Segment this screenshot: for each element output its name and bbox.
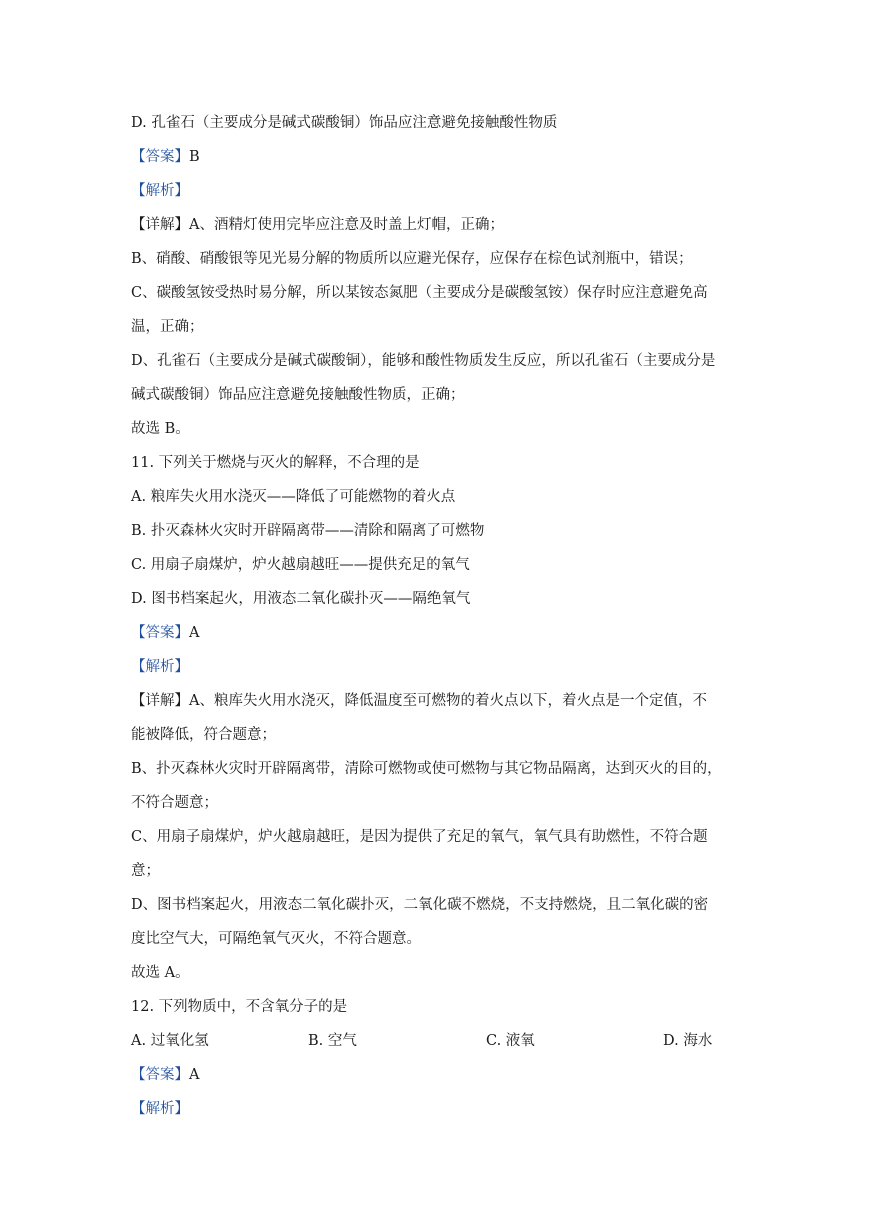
- q11-option-d: D. 图书档案起火，用液态二氧化碳扑灭——隔绝氧气: [131, 591, 471, 607]
- q11-detail-line-1: [131, 691, 741, 711]
- answer-tag: 【答案】: [131, 1067, 189, 1083]
- q10-detail-line-2: B、硝酸、硝酸银等见光易分解的物质所以应避光保存，应保存在棕色试剂瓶中，错误；: [131, 251, 693, 267]
- q11-stem: 11. 下列关于燃烧与灭火的解释，不合理的是: [131, 455, 420, 471]
- q11-detail-line-3: B、扑灭森林火灾时开辟隔离带，清除可燃物或使可燃物与其它物品隔离，达到灭火的目的，: [131, 761, 722, 777]
- q12-stem: 12. 下列物质中，不含氧分子的是: [131, 999, 348, 1015]
- detail-text: A、粮库失火用水浇灭，降低温度至可燃物的着火点以下，着火点是一个定值，不: [189, 693, 707, 709]
- q11-option-a: A. 粮库失火用水浇灭——降低了可能燃物的着火点: [131, 489, 456, 505]
- q11-answer-line: [131, 623, 741, 643]
- q12-answer-line: [131, 1065, 741, 1085]
- q12-option-d: D. 海水: [663, 1033, 713, 1049]
- q11-detail-line-4: 不符合题意；: [131, 795, 218, 811]
- answer-value: A: [189, 1067, 200, 1083]
- q10-detail-line-4: 温，正确；: [131, 319, 204, 335]
- detail-tag: 【详解】: [131, 693, 189, 709]
- q11-detail-line-6: 意；: [131, 863, 160, 879]
- q12-analysis-tag: 【解析】: [131, 1101, 189, 1117]
- q10-answer-line: [131, 147, 741, 167]
- q10-detail-line-5: D、孔雀石（主要成分是碱式碳酸铜），能够和酸性物质发生反应，所以孔雀石（主要成分是: [131, 353, 716, 369]
- q10-detail-line-1: [131, 215, 741, 235]
- q12-option-a: A. 过氧化氢: [131, 1033, 209, 1049]
- q11-option-c: C. 用扇子扇煤炉，炉火越扇越旺——提供充足的氧气: [131, 557, 470, 573]
- q11-detail-line-2: 能被降低，符合题意；: [131, 727, 276, 743]
- q10-detail-line-3: C、碳酸氢铵受热时易分解，所以某铵态氮肥（主要成分是碳酸氢铵）保存时应注意避免高: [131, 285, 708, 301]
- q11-detail-line-5: C、用扇子扇煤炉，炉火越扇越旺，是因为提供了充足的氧气，氧气具有助燃性，不符合题: [131, 829, 708, 845]
- q11-detail-line-7: D、图书档案起火，用液态二氧化碳扑灭，二氧化碳不燃烧，不支持燃烧，且二氧化碳的密: [131, 897, 709, 913]
- q11-detail-line-8: 度比空气大，可隔绝氧气灭火，不符合题意。: [131, 931, 421, 947]
- q12-option-b: B. 空气: [308, 1033, 357, 1049]
- answer-tag: 【答案】: [131, 149, 189, 165]
- answer-tag: 【答案】: [131, 625, 189, 641]
- q12-option-c: C. 液氧: [486, 1033, 535, 1049]
- answer-value: A: [189, 625, 200, 641]
- q10-analysis-tag: 【解析】: [131, 183, 189, 199]
- q10-option-d: D. 孔雀石（主要成分是碱式碳酸铜）饰品应注意避免接触酸性物质: [131, 115, 558, 131]
- q11-option-b: B. 扑灭森林火灾时开辟隔离带——清除和隔离了可燃物: [131, 523, 485, 539]
- q11-conclusion: 故选 A。: [131, 965, 190, 981]
- q10-detail-line-6: 碱式碳酸铜）饰品应注意避免接触酸性物质，正确；: [131, 387, 465, 403]
- detail-tag: 【详解】: [131, 217, 189, 233]
- q11-analysis-tag: 【解析】: [131, 659, 189, 675]
- q10-conclusion: 故选 B。: [131, 421, 190, 437]
- detail-text: A、酒精灯使用完毕应注意及时盖上灯帽，正确；: [189, 217, 504, 233]
- answer-value: B: [189, 149, 200, 165]
